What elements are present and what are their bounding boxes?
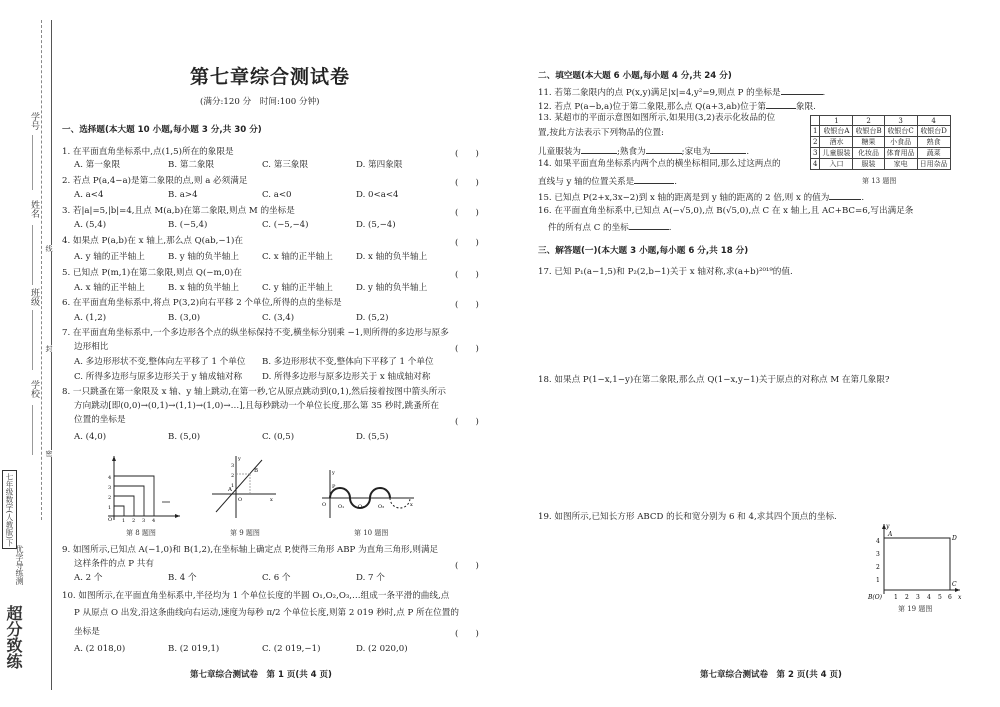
section-heading: 三、解答题(一)(本大题 3 小题,每小题 6 分,共 18 分) [538, 246, 749, 256]
svg-text:y: y [238, 456, 241, 462]
option: A. 第一象限 [74, 160, 121, 170]
figure-caption: 第 10 题图 [354, 529, 389, 537]
option: C. 6 个 [262, 573, 291, 583]
option: D. 第四象限 [356, 160, 403, 170]
question-stem: 9. 如图所示,已知点 A(−1,0)和 B(1,2),在坐标轴上确定点 P,使得三角形 ABP 为直角三角形,则满足 [62, 545, 439, 555]
page-footer: 第七章综合测试卷 第 1 页(共 4 页) [190, 670, 332, 680]
svg-text:B(O): B(O) [868, 594, 883, 601]
option: C. 所得多边形与原多边形关于 y 轴成轴对称 [74, 372, 243, 382]
svg-text:x: x [958, 594, 962, 601]
svg-text:3: 3 [108, 485, 112, 491]
question-stem-cont: 方向跳动[即(0,0)→(0,1)→(1,1)→(1,0)→…],且每秒跳动一个单位长度,那么第 35 秒时,跳蚤所在 [74, 401, 440, 411]
section-heading: 二、填空题(本大题 6 小题,每小题 4 分,共 24 分) [538, 71, 732, 81]
seal-line [41, 20, 42, 520]
question-stem: 15. 已知点 P(2+x,3x−2)到 x 轴的距离是到 y 轴的距离的 2 倍,则 x 的值为 . [538, 190, 864, 204]
svg-text:2: 2 [876, 564, 880, 571]
question-stem: 13. 某超市的平面示意图如图所示,如果用(3,2)表示化妆品的位 [538, 113, 776, 123]
svg-text:2: 2 [132, 518, 136, 522]
question-stem: 19. 如图所示,已知长方形 ABCD 的长和宽分别为 6 和 4,求其四个顶点的坐标. [538, 512, 837, 522]
answer-paren: ( ) [455, 561, 479, 571]
question-stem: 5. 已知点 P(m,1)在第二象限,则点 Q(−m,0)在 [62, 268, 242, 278]
binding-strip [0, 0, 60, 707]
question-stem: 1. 在平面直角坐标系中,点(1,5)所在的象限是 [62, 147, 234, 157]
svg-text:2: 2 [108, 495, 112, 501]
figure-caption: 第 19 题图 [898, 605, 933, 613]
option: C. 第三象限 [262, 160, 309, 170]
svg-text:y: y [886, 523, 890, 530]
option: A. 2 个 [74, 573, 103, 583]
series-label: 七年级数学(人教版)下 [2, 470, 17, 549]
question-stem: 2. 若点 P(a,4−a)是第二象限的点,则 a 必须满足 [62, 176, 248, 186]
question-stem: 3. 若|a|=5,|b|=4,且点 M(a,b)在第二象限,则点 M 的坐标是 [62, 206, 295, 216]
table-header-row: 1 2 3 4 [811, 116, 951, 126]
page-footer: 第七章综合测试卷 第 2 页(共 4 页) [700, 670, 842, 680]
option: D. 7 个 [356, 573, 385, 583]
option: A. (2 018,0) [74, 644, 126, 654]
option: C. (2 019,−1) [262, 644, 321, 654]
figure-19 [866, 520, 966, 602]
table-row: 4 入口 服装 家电 日用杂品 [811, 159, 951, 170]
question-stem: 6. 在平面直角坐标系中,将点 P(3,2)向右平移 2 个单位,所得的点的坐标是 [62, 298, 342, 308]
svg-text:1: 1 [876, 577, 880, 584]
svg-text:A: A [228, 487, 232, 493]
svg-text:O₁: O₁ [338, 504, 345, 510]
question-stem-cont: 件的所有点 C 的坐标 . [548, 220, 672, 234]
option: A. a<4 [74, 190, 104, 200]
svg-text:3: 3 [876, 551, 880, 558]
option: D. 所得多边形与原多边形关于 x 轴成轴对称 [262, 372, 431, 382]
svg-text:4: 4 [927, 594, 931, 601]
question-stem-cont: 位置的坐标是 [74, 415, 126, 425]
option: C. x 轴的正半轴上 [262, 252, 333, 262]
option: A. 多边形形状不变,整体向左平移了 1 个单位 [74, 357, 246, 367]
svg-text:x: x [270, 497, 273, 503]
svg-text:x: x [410, 502, 413, 508]
option: D. y 轴的负半轴上 [356, 283, 428, 293]
svg-text:B: B [254, 468, 259, 474]
question-stem: 16. 在平面直角坐标系中,已知点 A(−√5,0),点 B(√5,0),点 C 在 x 轴上,且 AC+BC=6,写出满足条 [538, 206, 914, 216]
answer-paren: ( ) [455, 238, 479, 248]
svg-text:1: 1 [108, 505, 112, 511]
svg-text:A: A [888, 531, 893, 538]
figure-caption: 第 13 题图 [862, 177, 897, 185]
option: A. x 轴的正半轴上 [74, 283, 145, 293]
question-stem: 10. 如图所示,在平面直角坐标系中,半径均为 1 个单位长度的半圆 O₁,O₂,O₃,…组成一条平滑的曲线,点 [62, 591, 450, 601]
svg-text:4: 4 [108, 475, 112, 481]
table-row: 3 儿童服装 化妆品 体育用品 蔬菜 [811, 148, 951, 159]
figure-9 [208, 452, 280, 522]
option: C. (−5,−4) [262, 220, 309, 230]
svg-text:3: 3 [142, 518, 146, 522]
svg-text:O₂: O₂ [358, 504, 365, 510]
svg-text:1: 1 [122, 518, 126, 522]
question-stem-cont: 直线与 y 轴的位置关系是 . [538, 174, 677, 188]
option: D. (5,2) [356, 313, 389, 323]
option: C. (3,4) [262, 313, 295, 323]
option: D. 0<a<4 [356, 190, 399, 200]
svg-text:4: 4 [152, 518, 156, 522]
answer-paren: ( ) [455, 344, 479, 354]
svg-text:3: 3 [231, 463, 235, 469]
option: B. 第二象限 [168, 160, 215, 170]
option: B. (2 019,1) [168, 644, 220, 654]
option: B. a>4 [168, 190, 198, 200]
brand-sub: 优学导练测 [15, 545, 24, 585]
answer-paren: ( ) [455, 300, 479, 310]
answer-paren: ( ) [455, 629, 479, 639]
option: A. (1,2) [74, 313, 107, 323]
option: B. x 轴的负半轴上 [168, 283, 239, 293]
figure-8 [100, 452, 190, 522]
question-stem: 7. 在平面直角坐标系中,一个多边形各个点的纵坐标保持不变,横坐标分别乘 −1,则所得的多边形与原多 [62, 328, 449, 338]
figure-caption: 第 8 题图 [126, 529, 156, 537]
option: D. (5,5) [356, 432, 389, 442]
subtitle: (满分:120 分 时间:100 分钟) [200, 97, 320, 107]
label-school: 学校 [29, 380, 39, 398]
table-row: 1 收银台A 收银台B 收银台C 收银台D [811, 126, 951, 137]
svg-text:5: 5 [938, 594, 942, 601]
svg-text:2: 2 [905, 594, 909, 601]
svg-text:y: y [332, 470, 335, 476]
option: C. (0,5) [262, 432, 295, 442]
question-stem: 11. 若第二象限内的点 P(x,y)满足|x|=4,y²=9,则点 P 的坐标是 . [538, 85, 825, 99]
label-class: 班级 [29, 288, 39, 306]
figure-caption: 第 9 题图 [230, 529, 260, 537]
svg-text:C: C [952, 581, 957, 588]
option: D. (2 020,0) [356, 644, 408, 654]
seal-char: 密 [45, 450, 53, 457]
option: D. x 轴的负半轴上 [356, 252, 428, 262]
option: C. y 轴的正半轴上 [262, 283, 333, 293]
option: A. (4,0) [74, 432, 107, 442]
page-title: 第七章综合测试卷 [190, 66, 351, 88]
svg-text:O: O [322, 502, 327, 508]
option: B. 4 个 [168, 573, 197, 583]
figure-10 [318, 466, 418, 522]
binding-line [51, 20, 52, 690]
question-stem: 14. 如果平面直角坐标系内两个点的横坐标相同,那么过这两点的 [538, 159, 781, 169]
label-name: 姓名 [29, 200, 39, 218]
svg-text:O₃: O₃ [378, 504, 385, 510]
svg-text:O: O [108, 517, 113, 522]
answer-paren: ( ) [455, 149, 479, 159]
option: D. (5,−4) [356, 220, 396, 230]
question-stem-cont: 这样条件的点 P 共有 [74, 559, 154, 569]
option: B. y 轴的负半轴上 [168, 252, 239, 262]
answer-paren: ( ) [455, 178, 479, 188]
svg-text:1: 1 [231, 483, 235, 489]
seal-char: 封 [45, 345, 53, 352]
question-stem-cont: P 从原点 O 出发,沿这条曲线向右运动,速度为每秒 π/2 个单位长度,则第 2 019 秒时,点 P 所在位置的 [74, 608, 459, 618]
question-stem-cont: 置,按此方法表示下列物品的位置: [538, 128, 664, 138]
question-stem: 17. 已知 P₁(a−1,5)和 P₂(2,b−1)关于 x 轴对称,求(a+b)²⁰¹⁹的值. [538, 267, 793, 277]
svg-text:P: P [332, 484, 336, 490]
table-row: 2 酒水 糖果 小食品 熟食 [811, 137, 951, 148]
svg-text:3: 3 [916, 594, 920, 601]
store-layout-table [810, 115, 951, 170]
answer-paren: ( ) [455, 270, 479, 280]
question-stem: 8. 一只跳蚤在第一象限及 x 轴、y 轴上跳动,在第一秒,它从原点跳动到(0,1),然后接着按图中箭头所示 [62, 387, 446, 397]
svg-text:2: 2 [231, 473, 235, 479]
question-stem-cont: 儿童服装为 ;熟食为 ;家电为 . [538, 144, 749, 158]
seal-char: 线 [45, 245, 53, 252]
question-stem: 4. 如果点 P(a,b)在 x 轴上,那么点 Q(ab,−1)在 [62, 236, 243, 246]
question-stem: 12. 若点 P(a−b,a)位于第二象限,那么点 Q(a+3,ab)位于第 象限. [538, 99, 816, 113]
option: B. (−5,4) [168, 220, 208, 230]
answer-paren: ( ) [455, 417, 479, 427]
brand-logo: 超分致练 [4, 605, 23, 669]
option: C. a<0 [262, 190, 292, 200]
svg-text:6: 6 [948, 594, 952, 601]
question-stem: 18. 如果点 P(1−x,1−y)在第二象限,那么点 Q(1−x,y−1)关于原点的对称点 M 在第几象限? [538, 375, 890, 385]
question-stem-cont: 边形相比 [74, 342, 109, 352]
answer-paren: ( ) [455, 208, 479, 218]
question-stem-cont: 坐标是 [74, 627, 100, 637]
svg-text:O: O [238, 497, 243, 503]
svg-text:1: 1 [894, 594, 898, 601]
svg-text:D: D [952, 535, 957, 542]
section-heading: 一、选择题(本大题 10 小题,每小题 3 分,共 30 分) [62, 125, 262, 135]
label-student-id: 学号 [29, 112, 39, 130]
option: B. (5,0) [168, 432, 201, 442]
option: A. y 轴的正半轴上 [74, 252, 145, 262]
option: B. (3,0) [168, 313, 201, 323]
option: B. 多边形形状不变,整体向下平移了 1 个单位 [262, 357, 434, 367]
svg-text:4: 4 [876, 538, 880, 545]
option: A. (5,4) [74, 220, 107, 230]
